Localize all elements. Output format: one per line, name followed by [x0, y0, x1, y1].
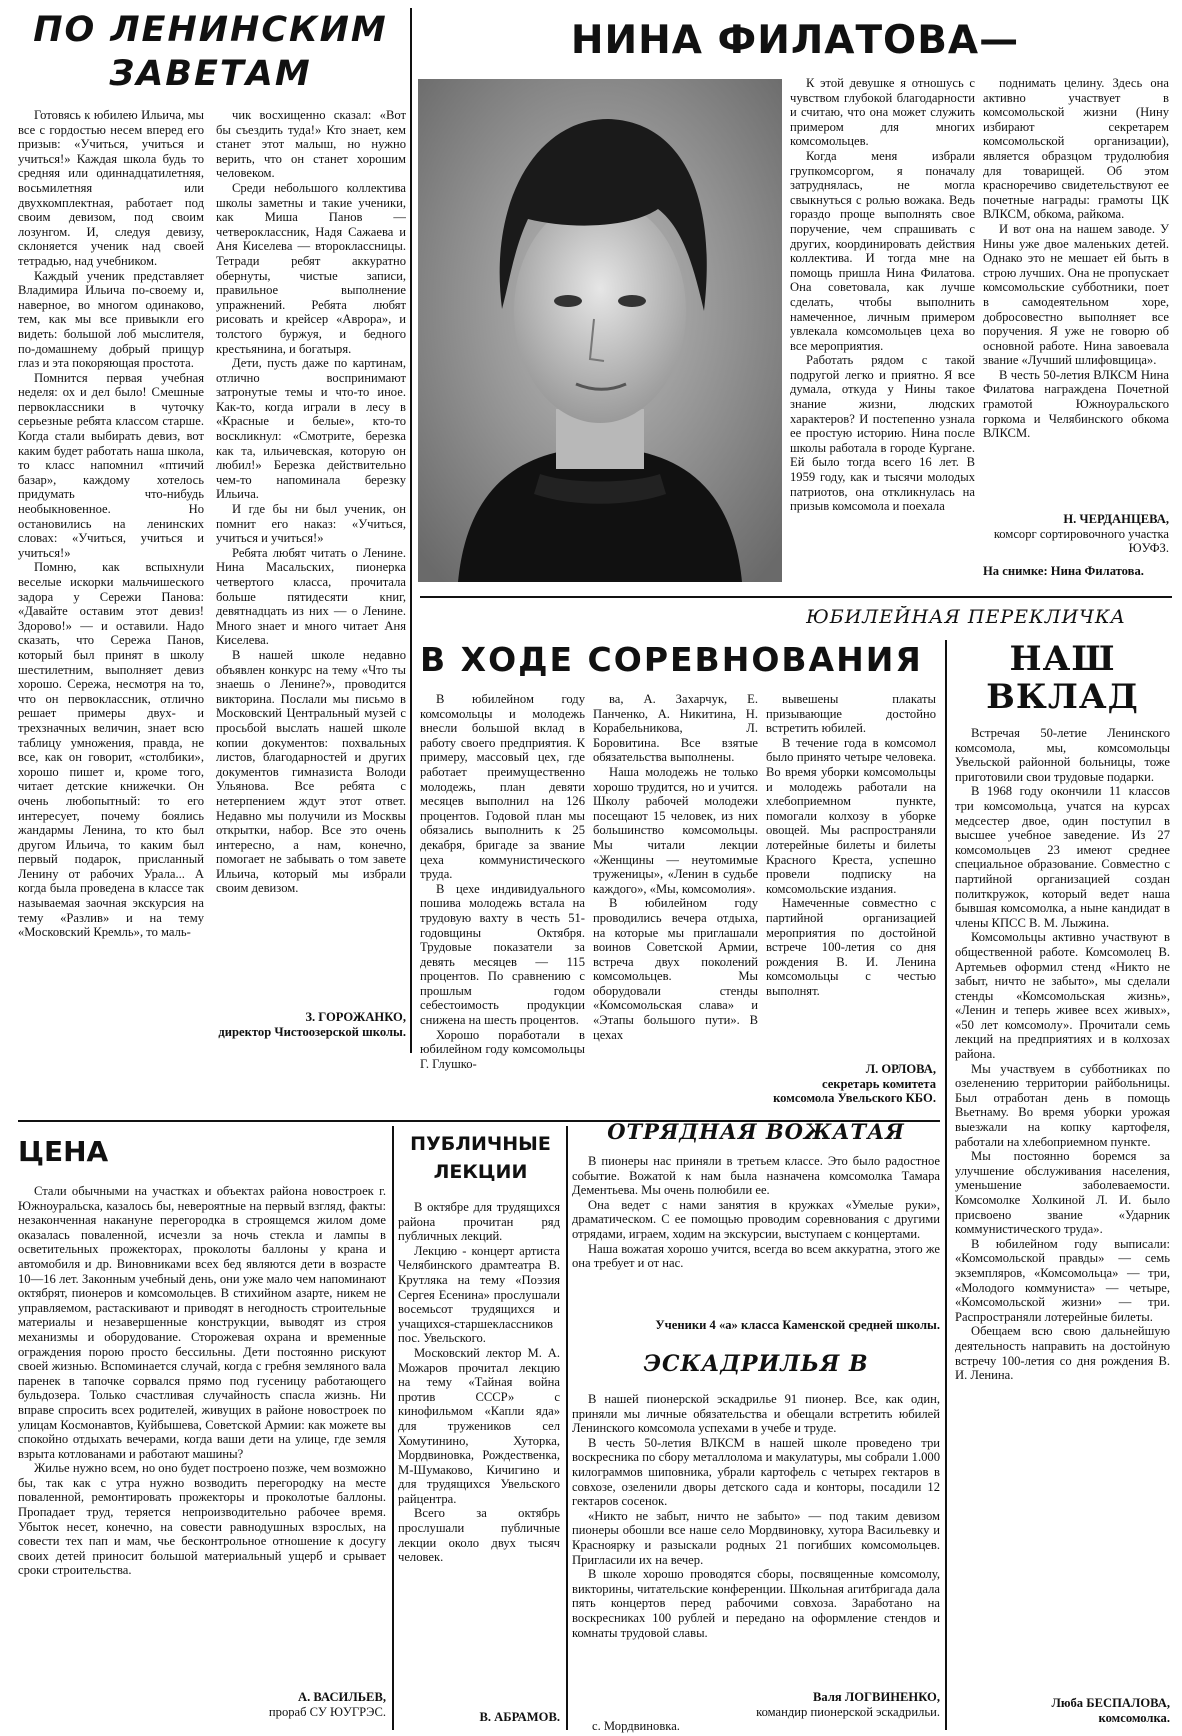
divider-horizontal — [420, 596, 1172, 598]
paragraph: Комсомольцы активно участвуют в общественной работе. Комсомолец В. Артемьев оформил стенд «Никто не забыт, ничто не забыто», мы сделали стенды «Комсомольская жизнь», «Ленин и теперь живее всех живых», «50 лет комсомолу». Прочитали семь лекций на предприятиях и в колхозах района. — [955, 930, 1170, 1062]
paragraph: Ребята любят читать о Ленине. Нина Масальских, пионерка четвертого класса, прочитала больше пятидесяти книг, девятнадцать из них — о Ленине. Много знает и много читает Аня Киселева. — [216, 545, 406, 648]
vklad-column — [955, 726, 1170, 1692]
lectures-signature: В. АБРАМОВ. — [479, 1710, 560, 1724]
headline-competition: В ХОДЕ СОРЕВНОВАНИЯ — [420, 640, 923, 679]
headline-line: ПУБЛИЧНЫЕ — [410, 1133, 551, 1155]
paragraph: В честь 50-летия ВЛКСМ Нина Филатова награждена Почетной грамотой Южноуральского горкома и Челябинского обкома ВЛКСМ. — [983, 367, 1169, 441]
signature-name: Л. ОРЛОВА, — [865, 1062, 936, 1076]
signature-role: командир пионерской эскадрильи. — [756, 1704, 940, 1719]
headline-lenin: ПО ЛЕНИНСКИМ ЗАВЕТАМ — [33, 10, 388, 94]
signature-name: Валя ЛОГВИНЕНКО, — [813, 1690, 940, 1704]
vklad-signature — [955, 1696, 1170, 1730]
headline-vklad: НАШ ВКЛАД — [986, 640, 1139, 717]
signature-name: З. ГОРОЖАНКО, — [305, 1010, 406, 1024]
competition-signature — [766, 1062, 936, 1108]
signature-place: с. Мордвиновка. — [592, 1719, 680, 1734]
headline-line: ЛЕКЦИИ — [433, 1161, 528, 1183]
signature-role: секретарь комитета комсомола Увельского КБО. — [773, 1076, 936, 1106]
divider-vertical — [566, 1126, 568, 1730]
nina-column-2 — [983, 76, 1169, 508]
paragraph: В цехе индивидуального пошива молодежь встала на трудовую вахту в честь 51-годовщины Октября. Трудовые показатели за девять месяцев — 115 процентов. По сравнению с прошлым годом себестоимость продукции снижена на шесть процентов. — [420, 881, 585, 1028]
paragraph: Жилье нужно всем, но оно будет построено позже, чем возможно бы, так как с утра нужно возводить перегородку на месте поваленной, ремонтировать прожекторы и проколотые баллоны. Пропадает труд, теряется непроизводительно рабочее время. Убыток несет, конечно, на совести равнодушных взрослых, на совести тех пап и мам, чье бесконтрольное отношение к досугу своих детей приносит большой материальный ущерб и срывает сроки строительства. — [18, 1461, 386, 1578]
headline-nina: НИНА ФИЛАТОВА— — [570, 18, 1020, 63]
paragraph: Стали обычными на участках и объектах района новостроек г. Южноуральска, казалось бы, невероятные на первый взгляд, факты: незаконченная накануне перегородка в строящемся жилом доме оказалась поваленной, исчезли за ночь стекла и лампы в осветительных прожекторах, проколоты баллоны у крана и автомобиля и др. Виновниками всех бед являются дети в возрасте 10—16 лет. Законным учебный день, они уже мало чем напоминают октябрят, пионеров и комсомольцев. В стихийном азарте, никем не управляемом, растаскивают и приводят в негодность строительные материалы и незавершенные конструкции, выводят из строя механизмы и оборудование. Сторожевая охрана и временные ограждения порою просто бессильны. Дети постоянно рискуют своей жизнью. Вспоминается случай, когда с гребня земляного вала паренек в тапочке сорвался прямо под гусеницу работающего бульдозера. Только счастливая случайность спасла жизнь. Ни вправе спросить всех родителей, живущих в районе новостроек по улицам Космонавтов, Куйбышева, Советской Армии: как можете вы спокойно отдыхать вечерами, когда ваши дети на улице, где земля взрыта котлованами и работают машины? — [18, 1184, 386, 1461]
paragraph: В 1968 году окончили 11 классов три комсомольца, учатся на курсах медсестер двое, один поступил в высшее учебное заведение. Из 27 комсомольцев 23 имеют среднее специальное образование. Совместно с партийной организацией создан политкружок, который ведет наша бывшая комсомолка, а ныне кандидат в члены КПСС В. М. Лыжина. — [955, 784, 1170, 930]
eskadrilya-column — [572, 1392, 940, 1690]
portrait-image — [418, 79, 782, 582]
paragraph: Мы постоянно боремся за улучшение обслуживания населения, уменьшение заболеваемости. Комсомолке Холкиной Л. И. было присвоено звание «Ударник коммунистического труда». — [955, 1149, 1170, 1237]
competition-column-1 — [420, 692, 585, 1108]
paragraph: Всего за октябрь прослушали публичные лекции около двух тысяч человек. — [398, 1506, 560, 1565]
nina-signature — [983, 512, 1169, 558]
headline-price: ЦЕНА — [18, 1135, 109, 1168]
paragraph: Каждый ученик представляет Владимира Ильича по-своему и, наверное, во многом одинаково, тем, как мы все привыкли его видеть: большой лоб мыслителя, по-домашнему добрый прищур глаз и эта покоряющая простота. — [18, 268, 204, 371]
divider-vertical — [410, 8, 412, 1053]
competition-column-2 — [593, 692, 758, 1108]
paragraph: В школе хорошо проводятся сборы, посвященные комсомолу, викторины, читательские конференции. Школьная агитбригада дала пять концертов перед рабочими совхоза. Заработано на воскресниках 100 рублей и передано на оформление стендов и комнаты трудовой славы. — [572, 1567, 940, 1640]
paragraph: Лекцию - концерт артиста Челябинского драмтеатра В. Крутляка на тему «Поэзия Сергея Есенина» прослушали восемьсот трудящихся и учащихся-старшеклассников пос. Увельского. — [398, 1243, 560, 1346]
paragraph: И вот она на нашем заводе. У Нины уже двое маленьких детей. Однако это не мешает ей быть в строю лучших. Она не пропускает комсомольские субботники, поет в самодеятельном хоре, добросовестно выполняет все поручения. Я уже не говорю об основной работе. Нина завоевала звание «Лучший шлифовщица». — [983, 221, 1169, 368]
signature-name: А. ВАСИЛЬЕВ, — [297, 1690, 386, 1704]
paragraph: В юбилейном году проводились вечера отдыха, на которые мы приглашали воинов Советской Армии, встреча двух поколений комсомольцев. Мы оборудовали стенды «Комсомольская слава» и «Этапы большого пути». В цехах — [593, 896, 758, 1042]
vozhataya-signature: Ученики 4 «а» класса Каменской средней школы. — [655, 1318, 940, 1332]
paragraph: Встречая 50-летие Ленинского комсомола, мы, комсомольцы Увельской районной больницы, тоже приготовили свои трудовые подарки. — [955, 726, 1170, 784]
divider-vertical — [945, 640, 947, 1730]
paragraph: В октябре для трудящихся района прочитан ряд публичных лекций. — [398, 1200, 560, 1244]
paragraph: Работать рядом с такой подругой легко и приятно. Я все думала, откуда у Нины такое знание жизни, людских характеров? И постепенно узнала ее простую историю. Нина после школы работала в городе Кургане. Ей было тогда всего 16 лет. В 1959 году, как и тысячи молодых патриотов, она откликнулась на призыв комсомола и поехала — [790, 353, 975, 514]
paragraph: «Никто не забыт, ничто не забыто» — под таким девизом пионеры обошли все наше село Мордвиновку, хутора Васильевку и Красноярку и разыскали родных 21 погибших комсомольцев. Пригласили их на вечер. — [572, 1508, 940, 1567]
paragraph: В нашей школе недавно объявлен конкурс на тему «Что ты знаешь о Ленине?», проводится викторина. Послали мы письмо в Московский Центральный музей с просьбой выслать нашей школе копии документов: похвальных листов, благодарностей и других документов гимназиста Володи Ульянова. Все ребята с нетерпением ждут этот ответ. Недавно мы получили из Москвы открытки, набор. Все это очень интересно, а нам, конечно, помогает не забывать о том завете Ильича, который мы избрали своим девизом. — [216, 647, 406, 896]
paragraph: Когда меня избрали групкомсоргом, я поначалу затруднялась, не могла свыкнуться с ролью вожака. Ведь гораздо проще выполнять свое поручение, чем спрашивать с других, координировать действия коллектива. И тогда мне на помощь пришла Нина Филатова. Она советовала, как лучше сделать, чтобы выполнить намеченное, личным примером увлекала комсомольцев цеха во все мероприятия. — [790, 148, 975, 353]
paragraph: Московский лектор М. А. Можаров прочитал лекцию на тему «Тайная война против СССР» с кинофильмом «Капли яда» для тружеников сел Хомутинино, Хуторка, Мордвиновка, Рождественка, М-Шумаково, Кичигино и для трудящихся Увельского райцентра. — [398, 1345, 560, 1506]
signature-role: директор Чистоозерской школы. — [218, 1024, 406, 1039]
paragraph: В нашей пионерской эскадрилье 91 пионер. Все, как один, приняли мы личные обязательства и обещали встретить юбилей Ленинского комсомола успехами в учебе и труде. — [572, 1392, 940, 1436]
paragraph: Она ведет с нами занятия в кружках «Умелые руки», драматическом. С ее помощью проводим соревнования с другими отрядами, играем, ходим на экскурсии, выступаем с концертами. — [572, 1197, 940, 1241]
nina-column-1 — [790, 76, 975, 584]
paragraph: Обещаем всю свою дальнейшую деятельность направить на достойную встречу 100-летия со дня рождения В. И. Ленина. — [955, 1324, 1170, 1383]
paragraph: В пионеры нас приняли в третьем классе. Это было радостное событие. Вожатой к нам была назначена комсомолка Тамара Дементьева. Мы очень полюбили ее. — [572, 1154, 940, 1198]
paragraph: В юбилейном году комсомольцы и молодежь внесли большой вклад в работу своего предприятия. К примеру, массовый цех, где работает преимущественно молодежь, план девяти месяцев выполнил на 126 процентов. Годовой план мы обязались выполнить к 25 декабря, бригаде за звание цеха коммунистического труда. — [420, 692, 585, 882]
paragraph: В юбилейном году выписали: «Комсомольской правды» — семь экземпляров, «Комсомольца» — три, «Молодого коммуниста» — четыре, «Комсомольской жизни» — три. Распространяли лотерейные билеты. — [955, 1236, 1170, 1324]
paragraph: Помню, как вспыхнули веселые искорки мальчишеского задора у Сережи Панова: «Давайте оставим этот девиз! Здорово!» — и оставили. Надо сказать, что Сережа Панов, который был принят в школу шестилетним, выполняет девиз хорошо. Сережа, несмотря на то, что он первоклассник, отлично решает примеры двух- и трехзначных величин, знает всю таблицу умножения, правда, не все, как он говорит, «столбики», хорошо пишет и, кроме того, читает детские книжечки. Он очень любопытный: то его интересует, почему боялись жандармы Ленина, то кто был другом Ильича, то каким был первый подарок, присланный Ленину от рабочих Урала... А когда была проведена в классе так называемая заочная экскурсия на тему «Разлив» и на тему «Московский Кремль», то маль- — [18, 560, 204, 940]
paragraph: Среди небольшого коллектива школы заметны и такие ученики, как Миша Панов — четвероклассник, Надя Сажаева и Аня Киселева — второклассницы. Тетради ребят аккуратно обернуты, чистые записи, правильное выполнение упражнений. Ребята любят рисовать и крейсер «Аврора», и толстого буржуя, и бедного крестьянина, и богатыря. — [216, 180, 406, 356]
paragraph: Хорошо поработали в юбилейном году комсомольцы Г. Глушко- — [420, 1027, 585, 1071]
paragraph: Мы участвуем в субботниках по озеленению территории райбольницы. Был отработан день в помощь Вьетнаму. Во время уборки урожая выезжали на копку картофеля, работали на хлебоприемном пункте. — [955, 1061, 1170, 1149]
paragraph: И где бы ни был ученик, он помнит его наказ: «Учиться, учиться и учиться!» — [216, 502, 406, 546]
eskadrilya-signature — [572, 1690, 940, 1734]
portrait-photo — [418, 79, 782, 582]
paragraph: Готовясь к юбилею Ильича, мы все с гордостью несем вперед его призыв: «Учиться, учиться и учиться!» Каждая школа будь то средняя или одиннадцатилетняя, восьмилетняя или двухкомплектная, работает под своим девизом, под своим лозунгом. И, следуя девизу, склоняется ученик над своей тетрадью, над учебником. — [18, 108, 204, 268]
paragraph: В честь 50-летия ВЛКСМ в нашей школе проведено три воскресника по сбору металлолома и макулатуры, мы собрали 1.000 килограммов шиповника, убрали картофель с четырех гектаров в совхозе, озеленили дворы детского сада и конторы, посадили 12 гектаров сосенок. — [572, 1435, 940, 1509]
lenin-column-2 — [216, 108, 406, 998]
photo-caption: На снимке: Нина Филатова. — [983, 564, 1144, 578]
paragraph: К этой девушке я отношусь с чувством глубокой благодарности и считаю, что она может служить примером для многих комсомольцев. — [790, 76, 975, 149]
paragraph: В течение года в комсомол было принято четыре человека. Во время уборки комсомольцы и молодежь работали на хлебоприемном пункте, помогали колхозу в уборке овощей. Мы распространяли лотерейные билеты и билеты Красного Креста, успешно провели подписку на комсомольские издания. — [766, 735, 936, 896]
signature-name: Люба БЕСПАЛОВА, — [1051, 1696, 1170, 1710]
price-signature — [18, 1690, 386, 1730]
paragraph: Помнится первая учебная неделя: ох и дел было! Смешные первоклассники в чуточку серьезные ребята классом старше. Когда стали выбирать девиз, вот каким будет работать наша школа, то класс напомнил «птичий базар», каждому хотелось придумать что-нибудь необыкновенное. Но остановились на ленинских словах: «Учиться, учиться и учиться!» — [18, 370, 204, 560]
competition-column-3 — [766, 692, 936, 1058]
paragraph: Наша вожатая хорошо учится, всегда во всем аккуратна, этого же она требует и от нас. — [572, 1241, 940, 1271]
paragraph: поднимать целину. Здесь она активно участвует в комсомольской жизни (Нину избирают секретарем комсомольской организации), является образцом трудолюбия для товарищей. Об этом красноречиво свидетельствуют ее почетные награды: грамоты ЦК ВЛКСМ, обкома, райкома. — [983, 76, 1169, 222]
signature-role: прораб СУ ЮУГРЭС. — [268, 1704, 386, 1719]
paragraph: Дети, пусть даже по картинам, отлично воспринимают затронутые темы и что-то иное. Как-то, когда играли в лесу в «Красные и белые», кто-то воскликнул: «Смотрите, березка как та, ильичевская, которую он любил!» Березка действительно чем-то напоминала березку Ильича. — [216, 356, 406, 502]
rubric-label: ЮБИЛЕЙНАЯ ПЕРЕКЛИЧКА — [806, 606, 1126, 628]
headline-lectures — [398, 1130, 563, 1190]
signature-role: комсорг сортировочного участка ЮУФЗ. — [993, 526, 1169, 556]
price-column — [18, 1184, 386, 1678]
divider-vertical — [392, 1126, 394, 1730]
paragraph: чик восхищенно сказал: «Вот бы съездить туда!» Кто знает, кем станет этот малыш, но нужно верить, что он станет хорошим человеком. — [216, 108, 406, 181]
headline-vozhataya: ОТРЯДНАЯ ВОЖАТАЯ — [607, 1119, 905, 1144]
lectures-column — [398, 1200, 560, 1700]
signature-role: комсомолка. — [1098, 1710, 1170, 1725]
lenin-column-1 — [18, 108, 204, 1050]
signature-name: Н. ЧЕРДАНЦЕВА, — [1063, 512, 1169, 526]
headline-eskadrilya: ЭСКАДРИЛЬЯ В — [643, 1351, 869, 1377]
lenin-signature — [216, 1010, 406, 1054]
vozhataya-column — [572, 1154, 940, 1314]
paragraph: вывешены плакаты призывающие достойно встретить юбилей. — [766, 692, 936, 736]
paragraph: Намеченные совместно с партийной организацией мероприятия по достойной встрече 100-летия со дня рождения В. И. Ленина комсомольцы с честью выполнят. — [766, 896, 936, 998]
paragraph: Наша молодежь не только хорошо трудится, но и учится. Школу рабочей молодежи посещают 15 человек, из них большинство комсомольцы. Мы читали лекции «Женщины — неутомимые труженицы», «Ленин в судьбе каждого», «Мы, комсомолия». — [593, 764, 758, 896]
paragraph: ва, А. Захарчук, Е. Панченко, А. Никитина, Н. Корабельникова, Л. Боровитина. Все взятые обязательства выполнены. — [593, 692, 758, 765]
